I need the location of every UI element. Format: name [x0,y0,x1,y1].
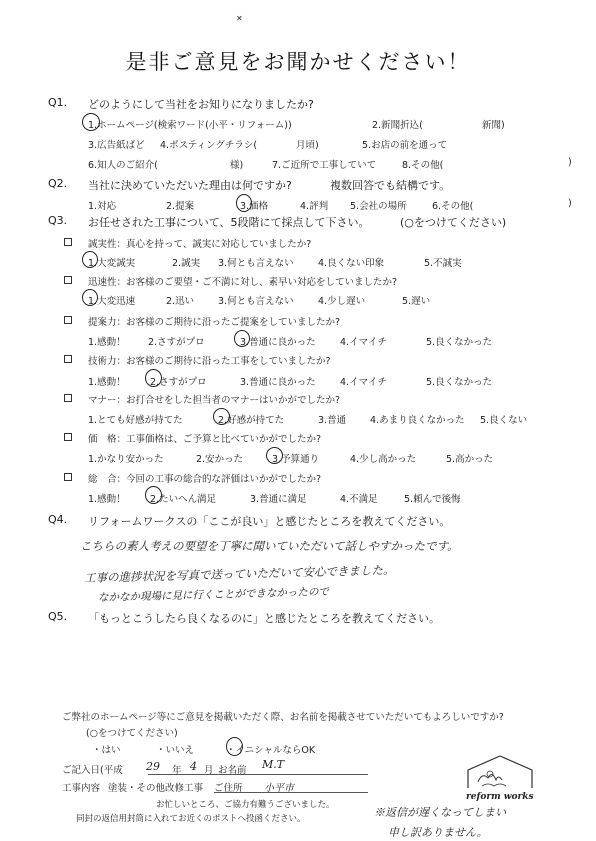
address-value[interactable]: 小平市 [264,783,294,794]
date-label: ご記入日(平成 [62,765,123,776]
q3-number: Q3. [48,214,68,227]
q3-item-2-opt-2[interactable]: 2.迅い [166,296,195,307]
q2-option-1[interactable]: 1.対応 [88,201,117,212]
q1-number: Q1. [48,96,68,109]
top-mark: ✕ [236,14,243,23]
q2-option-3[interactable]: 3.価格 [240,201,269,212]
q4-number: Q4. [48,513,68,526]
q3-item-1-checkbox[interactable] [64,238,72,246]
q3-item-2-opt-4[interactable]: 4.少し遅い [318,296,366,307]
consent-note: (○をつけてください) [86,728,178,739]
q1-option-2-end: 新聞) [482,120,505,131]
q1-option-1[interactable]: 1.ホームページ(検索ワード(小平・リフォーム)) [88,120,292,131]
q3-item-3-mark [234,330,250,347]
q3-item-3-opt-5[interactable]: 5.良くなかった [426,337,493,348]
q3-item-5-mark [213,408,230,425]
q3-item-2-checkbox[interactable] [64,276,72,284]
q3-item-7-mark [145,486,162,504]
q3-note: (○をつけてください) [400,216,507,229]
q1-option-2[interactable]: 2.新聞折込( [372,120,423,131]
q3-item-5-opt-4[interactable]: 4.あまり良くなかった [370,415,465,426]
q1-question: どのようにして当社をお知りになりましたか? [88,98,314,111]
footer-note-2: 申し訳ありません。 [388,826,488,839]
q2-option-3-mark [236,194,252,212]
q3-item-2-label: 迅速性：お客様のご要望・ご不満に対し、素早い対応をしていましたか? [88,277,398,288]
q4-answer-line-2: 工事の進捗状況を写真で送っていただいて安心できました。 [83,562,395,585]
q3-item-7-label: 総 合：今回の工事の総合的な評価はいかがでしたか? [88,474,322,485]
q3-item-6-opt-3[interactable]: 3.予算通り [272,454,320,465]
q3-item-4-opt-1[interactable]: 1.感動！ [88,377,126,388]
q2-option-2[interactable]: 2.提案 [166,201,195,212]
q5-number: Q5. [48,610,68,623]
q1-option-6-end: 様) [230,160,244,171]
house-logo-icon [460,752,540,792]
q3-item-6-checkbox[interactable] [64,433,72,441]
q2-option-5[interactable]: 5.会社の場所 [350,201,407,212]
q3-item-3-checkbox[interactable] [64,316,72,324]
q3-item-3-label: 提案力：お客様のご期待に沿ったご提案をしていましたか? [88,317,341,328]
q3-item-1-mark [82,251,98,268]
consent-no[interactable]: ・いいえ [156,745,195,756]
q3-item-5-opt-3[interactable]: 3.普通 [318,415,347,426]
q3-item-7-opt-4[interactable]: 4.不満足 [340,494,378,505]
q2-option-4[interactable]: 4.評判 [300,201,329,212]
q3-item-7-opt-3[interactable]: 3.普通に満足 [250,494,307,505]
work-value: 塗装・その他改修工事 [108,783,204,794]
q3-item-7-opt-5[interactable]: 5.頼んで後悔 [404,494,461,505]
q3-item-2-mark [82,289,98,306]
q3-item-5-opt-2[interactable]: 2.好感が持てた [218,415,285,426]
q3-item-3-opt-1[interactable]: 1.感動！ [88,337,126,348]
q3-item-1-opt-2[interactable]: 2.誠実 [172,258,201,269]
q1-option-4-end: 月頃) [296,140,319,151]
date-month-unit: 月 [204,765,214,776]
q3-item-4-opt-4[interactable]: 4.イマイチ [340,377,387,388]
logo-text: reform works [466,792,534,802]
q3-item-6-opt-4[interactable]: 4.少し高かった [350,454,417,465]
q3-item-6-mark [266,447,283,464]
q3-item-4-checkbox[interactable] [64,355,72,363]
work-label: 工事内容 [62,783,101,794]
q1-option-8[interactable]: 8.その他( [402,160,444,171]
q3-item-6-opt-1[interactable]: 1.かなり安かった [88,454,164,465]
q3-item-3-opt-3[interactable]: 3.普通に良かった [240,337,316,348]
consent-initial-mark [226,737,243,756]
q2-number: Q2. [48,177,68,190]
q3-item-3-opt-2[interactable]: 2.さすがプロ [148,337,205,348]
consent-yes[interactable]: ・はい [92,745,121,756]
q1-option-1-mark [82,113,100,131]
q3-item-2-opt-5[interactable]: 5.遅い [402,296,431,307]
q1-option-3[interactable]: 3.広告紙ばど [88,140,145,151]
q3-item-1-label: 誠実性：真心を持って、誠実に対応していましたか? [88,239,312,250]
consent-text: ご弊社のホームページ等にご意見を掲載いただく際、お名前を掲載させていただいてもよろしいですか? [62,712,504,723]
date-year-unit: 年 [172,765,182,776]
q3-item-6-opt-2[interactable]: 2.安かった [196,454,244,465]
address-underline [214,792,368,793]
name-value[interactable]: M.T [262,758,285,771]
q4-answer-line-3: なかなか現場に見に行くことができなかったので [97,585,330,604]
q3-item-4-opt-3[interactable]: 3.普通に良かった [240,377,316,388]
date-year[interactable]: 29 [146,760,160,773]
q1-option-4[interactable]: 4.ポスティングチラシ( [160,140,258,151]
q3-item-1-opt-4[interactable]: 4.良くない印象 [318,258,385,269]
footer-line-2: 同封の返信用封筒に入れてお近くのポストへ投函ください。 [76,814,306,824]
date-month[interactable]: 4 [190,760,197,773]
q2-option-6-end: ) [568,198,572,209]
q3-item-5-opt-1[interactable]: 1.とても好感が持てた [88,415,183,426]
footer-note-1: ※返信が遅くなってしまい [374,806,506,819]
q3-item-6-opt-5[interactable]: 5.高かった [446,454,494,465]
consent-initial[interactable]: ・イニシャルならOK [226,745,316,756]
q3-item-4-label: 技術力：お客様のご期待に沿った工事をしていましたか? [88,356,331,367]
q3-question: お任せされた工事について、5段階にて採点して下さい。 [88,216,370,229]
footer-line-1: お忙しいところ、ご協力有難うございました。 [156,800,335,810]
q1-option-7[interactable]: 7.ご近所で工事していて [272,160,377,171]
q4-question: リフォームワークスの「ここが良い」と感じたところを教えてください。 [88,515,451,528]
name-underline [148,774,368,775]
q3-item-7-opt-2[interactable]: 2.たいへん満足 [150,494,217,505]
q3-item-1-opt-5[interactable]: 5.不誠実 [424,258,462,269]
q3-item-5-checkbox[interactable] [64,394,72,402]
q3-item-2-opt-3[interactable]: 3.何とも言えない [218,296,294,307]
q5-question: 「もっとこうしたら良くなるのに」と感じたところを教えてください。 [88,612,440,625]
name-label: お名前 [218,765,247,776]
q3-item-3-opt-4[interactable]: 4.イマイチ [340,337,387,348]
q3-item-1-opt-3[interactable]: 3.何とも言えない [218,258,294,269]
q3-item-1-opt-1[interactable]: 1.大変誠実 [88,258,136,269]
q3-item-4-opt-2[interactable]: 2.さすがプロ [150,377,207,388]
q4-answer-line-1: こちらの素人考えの要望を丁寧に聞いていただいて話しやすかったです。 [80,539,459,553]
q3-item-2-opt-1[interactable]: 1.大変迅速 [88,296,136,307]
q1-option-5[interactable]: 5.お店の前を通って [362,140,448,151]
q3-item-6-label: 価 格：工事価格は、ご予算と比べていかがでしたか? [88,434,322,445]
q1-option-8-end: ) [568,157,572,168]
q2-question: 当社に決めていただいた理由は何ですか? [88,179,292,192]
q3-item-5-label: マナー：お打合せをした担当者のマナーはいかがでしたか? [88,395,341,406]
q2-option-6[interactable]: 6.その他( [432,201,474,212]
q3-item-4-opt-5[interactable]: 5.良くなかった [426,377,493,388]
q3-item-7-opt-1[interactable]: 1.感動！ [88,494,126,505]
q3-item-4-mark [145,369,162,387]
address-label: ご住所 [214,783,243,794]
company-logo [460,752,540,806]
page-title: 是非ご意見をお聞かせください！ [125,50,471,74]
q3-item-7-checkbox[interactable] [64,473,72,481]
q1-option-6[interactable]: 6.知人のご紹介( [88,160,158,171]
q2-note: 複数回答でも結構です。 [330,179,451,192]
q3-item-5-opt-5[interactable]: 5.良くない [480,415,528,426]
